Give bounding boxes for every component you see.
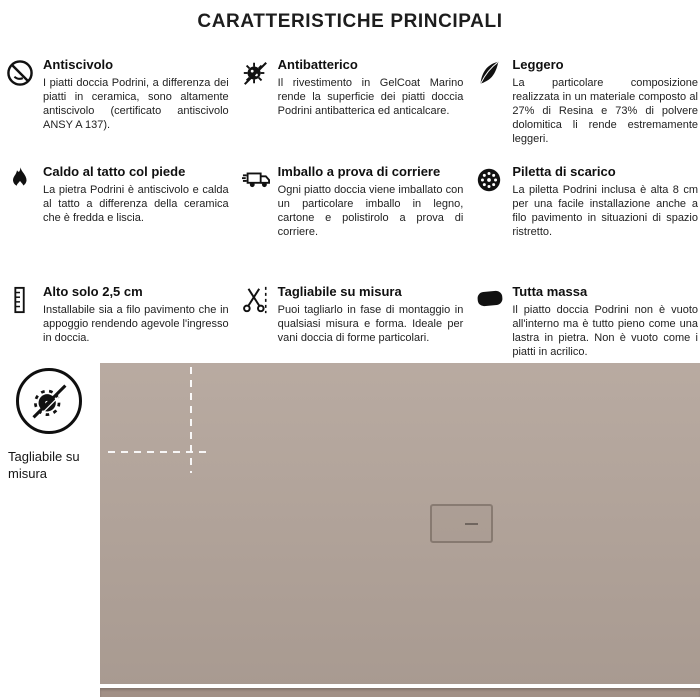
feature-title: Antiscivolo xyxy=(43,57,114,72)
feature-title: Piletta di scarico xyxy=(512,164,616,179)
cut-line-horizontal xyxy=(108,451,212,453)
feature-alto-25cm xyxy=(6,285,229,359)
feature-text: La particolare composizione realizzata in un materiale composto al 27% di Resina e 73% di polvere dolomitica li rende estremamente leggeri. xyxy=(512,76,698,146)
circular-saw-icon xyxy=(29,381,69,421)
feature-imballo xyxy=(241,165,464,285)
feature-caldo-al-tatto xyxy=(6,165,229,285)
feature-antibatterico xyxy=(241,58,464,165)
feature-text: Installabile sia a filo pavimento che in appoggio rendendo agevole l'ingresso in doccia. xyxy=(43,303,229,345)
feature-text: La piletta Podrini inclusa è alta 8 cm per una facile installazione anche a filo pavimento in situazioni di spazio ristretto. xyxy=(512,183,698,239)
feature-text: Il piatto doccia Podrini non è vuoto all'interno ma è tutto pieno come una lastra in pietra. Non è vuoto come i piatti in acrilico. xyxy=(512,303,698,359)
feature-title: Imballo a prova di corriere xyxy=(277,164,441,179)
cut-to-size-badge-label: Tagliabile su misura xyxy=(8,449,80,481)
shower-tray-photo xyxy=(100,363,700,684)
feature-text: Il rivestimento in GelCoat Marino rende la superficie dei piatti doccia Podrini antibatterica ed anticalcare. xyxy=(277,76,464,118)
feature-title: Leggero xyxy=(512,57,564,72)
solid-slab-icon xyxy=(475,285,505,311)
features-grid xyxy=(6,58,698,359)
no-slip-icon xyxy=(6,58,36,87)
feature-piletta xyxy=(475,165,698,285)
feature-text: Ogni piatto doccia viene imballato con un particolare imballo in legno, cartone e polistirolo a prova di corriere. xyxy=(277,183,464,239)
feature-leggero xyxy=(475,58,698,165)
feather-icon xyxy=(475,58,505,87)
drain-icon xyxy=(475,165,505,194)
cut-to-size-badge xyxy=(16,368,82,434)
cut-line-vertical xyxy=(190,367,192,473)
feature-text: I piatti doccia Podrini, a differenza dei piatti in ceramica, sono altamente antiscivolo (certificato antiscivolo ANSY A 137). xyxy=(43,76,229,132)
feature-tutta-massa xyxy=(475,285,698,359)
feature-tagliabile xyxy=(241,285,464,359)
antibacterial-icon xyxy=(241,58,271,87)
tray-edge-profile xyxy=(100,688,700,697)
feature-title: Tutta massa xyxy=(512,284,588,299)
drain-cover xyxy=(430,504,493,543)
feature-antiscivolo xyxy=(6,58,229,165)
feature-title: Antibatterico xyxy=(277,57,358,72)
flame-icon xyxy=(6,165,36,194)
truck-icon xyxy=(241,165,271,194)
feature-text: Puoi tagliarlo in fase di montaggio in qualsiasi misura e forma. Ideale per vani doccia di forme particolari. xyxy=(277,303,464,345)
drain-handle xyxy=(465,523,478,525)
ruler-icon xyxy=(6,285,36,314)
page-title: CARATTERISTICHE PRINCIPALI xyxy=(197,11,503,32)
feature-title: Alto solo 2,5 cm xyxy=(43,284,143,299)
feature-title: Tagliabile su misura xyxy=(277,284,402,299)
feature-text: La pietra Podrini è antiscivolo e calda al tatto a differenza della ceramica che è fredda e liscia. xyxy=(43,183,229,225)
scissors-icon xyxy=(241,285,271,314)
feature-title: Caldo al tatto col piede xyxy=(43,164,186,179)
